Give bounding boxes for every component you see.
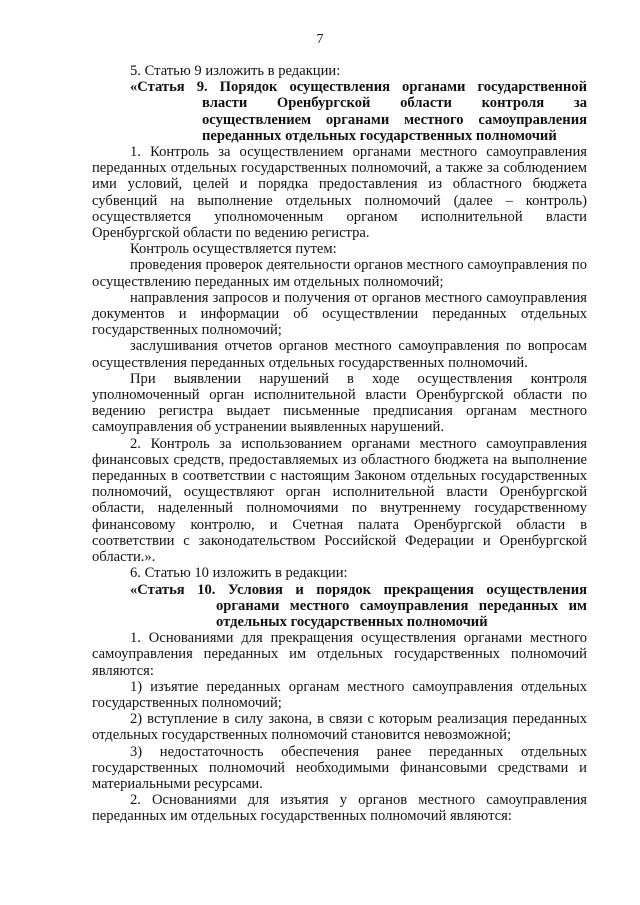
article-10-list-item: 2) вступление в силу закона, в связи с которым реализация переданных отдельных государственных полномочий становится невозможной;: [92, 711, 587, 744]
amendment-item-5: 5. Статью 9 изложить в редакции:: [130, 63, 341, 79]
article-9-paragraph: направления запросов и получения от органов местного самоуправления документов и информации об осуществлении переданных отдельных государственных полномочий;: [92, 289, 587, 339]
article-9-paragraph: Контроль осуществляется путем:: [130, 241, 337, 258]
article-10-paragraph: 2. Основаниями для изъятия у органов местного самоуправления переданных им отдельных государственных полномочий являются:: [92, 792, 587, 825]
page-number: 7: [316, 32, 324, 47]
amendment-item-6: 6. Статью 10 изложить в редакции:: [130, 565, 348, 582]
article-10-list-item: 1) изъятие переданных органам местного самоуправления отдельных государственных полномочий;: [92, 678, 587, 711]
article-9-paragraph: 2. Контроль за использованием органами местного самоуправления финансовых средств, предоставляемых из областного бюджета на выполнение переданных в соответствии с настоящим Законом отдельных государственных полномочий, осуществляют орган исполнительной власти Оренбургской области, наделенный полномочиями по внутреннему государственному финансовому контролю, и Счетная палата Оренбургской области в соответствии с законодательством Российской Федерации и Оренбургской области.».: [92, 435, 587, 566]
article-10-heading: «Статья 10. Условия и порядок прекращения осуществления органами местного самоуправления переданных им отдельных государственных полномочий: [130, 581, 587, 630]
article-9-paragraph: заслушивания отчетов органов местного самоуправления по вопросам осуществления переданных отдельных государственных полномочий.: [92, 338, 587, 371]
document-body: [92, 63, 587, 825]
article-10-list-item: 3) недостаточность обеспечения ранее переданных отдельных государственных полномочий необходимыми финансовыми средствами и материальными ресурсами.: [92, 743, 587, 792]
article-9-heading: «Статья 9. Порядок осуществления органами государственной власти Оренбургской области контроля за осуществлением органами местного самоуправления переданных отдельных государственных полномочий: [130, 79, 587, 144]
article-9-paragraph: При выявлении нарушений в ходе осуществления контроля уполномоченный орган исполнительной власти Оренбургской области по ведению регистра выдает письменные предписания органам местного самоуправления об устранении выявленных нарушений.: [92, 370, 587, 436]
article-9-paragraph: проведения проверок деятельности органов местного самоуправления по осуществлению переданных им отдельных полномочий;: [92, 257, 587, 290]
article-10-paragraph: 1. Основаниями для прекращения осуществления органами местного самоуправления переданных им отдельных государственных полномочий являются:: [92, 630, 587, 679]
article-9-paragraph: 1. Контроль за осуществлением органами местного самоуправления переданных отдельных государственных полномочий, а также за соблюдением ими условий, целей и порядка предоставления из областного бюджета субвенций на выполнение отдельных полномочий (далее – контроль) осуществляется уполномоченным органом исполнительной власти Оренбургской области по ведению регистра.: [92, 144, 587, 242]
